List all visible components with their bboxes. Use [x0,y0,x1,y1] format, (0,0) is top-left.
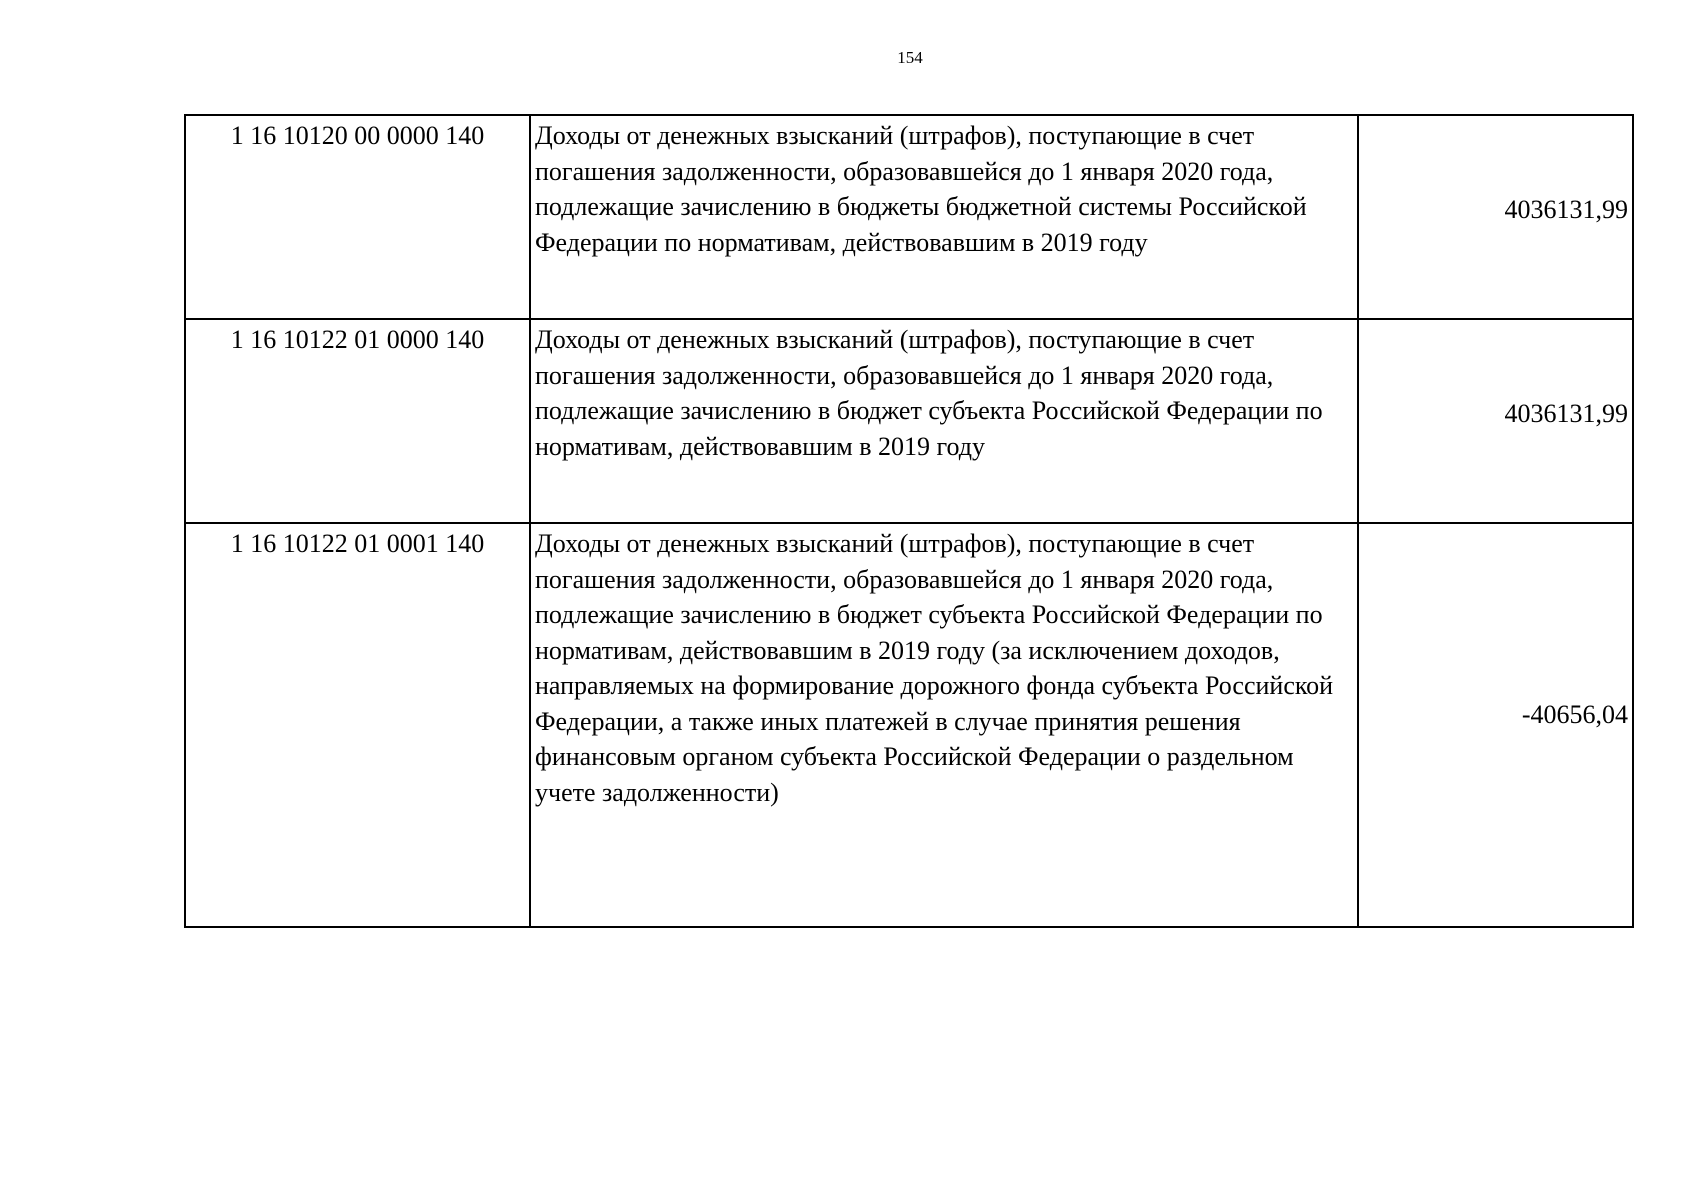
table-row [185,523,1633,927]
table-row [185,115,1633,319]
page-number: 154 [897,48,923,67]
budget-code-cell: 1 16 10120 00 0000 140 [185,115,530,319]
budget-revenue-table [184,114,1634,928]
budget-code-cell: 1 16 10122 01 0001 140 [185,523,530,927]
amount-cell: -40656,04 [1358,523,1633,927]
table-row [185,319,1633,523]
description-cell: Доходы от денежных взысканий (штрафов), поступающие в счет погашения задолженности, образовавшейся до 1 января 2020 года, подлежащие зачислению в бюджет субъекта Российской Федерации по нормативам, действовавшим в 2019 году [530,319,1358,523]
description-cell: Доходы от денежных взысканий (штрафов), поступающие в счет погашения задолженности, образовавшейся до 1 января 2020 года, подлежащие зачислению в бюджеты бюджетной системы Российской Федерации по нормативам, действовавшим в 2019 году [530,115,1358,319]
amount-cell: 4036131,99 [1358,319,1633,523]
budget-code-cell: 1 16 10122 01 0000 140 [185,319,530,523]
amount-cell: 4036131,99 [1358,115,1633,319]
description-cell: Доходы от денежных взысканий (штрафов), поступающие в счет погашения задолженности, образовавшейся до 1 января 2020 года, подлежащие зачислению в бюджет субъекта Российской Федерации по нормативам, действовавшим в 2019 году (за исключением доходов, направляемых на формирование дорожного фонда субъекта Российской Федерации, а также иных платежей в случае принятия решения финансовым органом субъекта Российской Федерации о раздельном учете задолженности) [530,523,1358,927]
